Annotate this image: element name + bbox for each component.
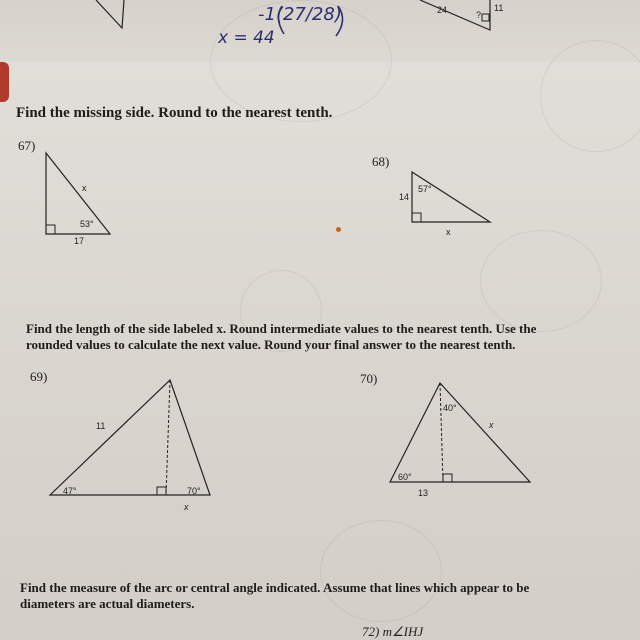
p69-right-angle-mark xyxy=(157,487,166,495)
section-heading-labeled-side-line1: Find the length of the side labeled x. Round intermediate values to the nearest tenth. Use the xyxy=(26,321,537,336)
top-triangle-bottom-label: 24 xyxy=(437,5,448,15)
problem-number-70: 70) xyxy=(360,371,378,386)
p68-angle-label: 57° xyxy=(418,184,432,194)
p70-altitude xyxy=(440,383,443,482)
p68-side-label: 14 xyxy=(399,192,410,202)
p68-triangle xyxy=(412,172,490,222)
p70-triangle xyxy=(390,383,530,482)
section-heading-labeled-side-line2: rounded values to calculate the next value. Round your final answer to the nearest tenth. xyxy=(26,337,516,352)
problem-number-72-partial: 72) m∠IHJ xyxy=(362,624,424,639)
p69-right-angle-label: 70° xyxy=(187,486,201,496)
p67-hypotenuse-label: x xyxy=(82,183,87,193)
problem-number-68: 68) xyxy=(372,154,390,169)
handwritten-open-paren xyxy=(278,6,284,34)
handwritten-answer: x = 44 xyxy=(218,28,275,48)
top-triangle-unknown-label: ? xyxy=(476,10,482,20)
problem-number-67: 67) xyxy=(18,138,36,153)
handwritten-inverse-expression: -1(27/28) xyxy=(258,4,342,25)
section-heading-arc-line2: diameters are actual diameters. xyxy=(20,596,195,611)
p68-right-angle-mark xyxy=(412,213,421,222)
p70-right-angle-mark xyxy=(443,474,452,482)
p70-base-label: 13 xyxy=(418,488,429,498)
top-right-right-angle-mark xyxy=(482,14,489,21)
p67-triangle xyxy=(46,153,110,234)
p67-right-angle-mark xyxy=(46,225,55,234)
p69-left-angle-label: 47° xyxy=(63,486,77,496)
p69-base-label: x xyxy=(184,502,189,512)
p69-triangle xyxy=(50,380,210,495)
p69-altitude xyxy=(166,380,170,495)
handwritten-close-paren xyxy=(336,6,343,36)
section-heading-arc-line1: Find the measure of the arc or central angle indicated. Assume that lines which appear to be xyxy=(20,580,530,595)
top-triangle-side-label: 11 xyxy=(494,3,504,13)
top-left-triangle-partial xyxy=(96,0,124,28)
problem-number-69: 69) xyxy=(30,369,48,384)
p67-angle-label: 53° xyxy=(80,219,94,229)
p70-side-label: x xyxy=(489,420,494,430)
p70-left-angle-label: 60° xyxy=(398,472,412,482)
p67-base-label: 17 xyxy=(74,236,85,246)
p70-top-angle-label: 40° xyxy=(443,403,457,413)
top-right-triangle-partial xyxy=(420,0,490,30)
p68-base-label: x xyxy=(446,227,451,237)
p69-side-label: 11 xyxy=(96,421,106,431)
section-heading-missing-side: Find the missing side. Round to the nearest tenth. xyxy=(16,105,333,121)
